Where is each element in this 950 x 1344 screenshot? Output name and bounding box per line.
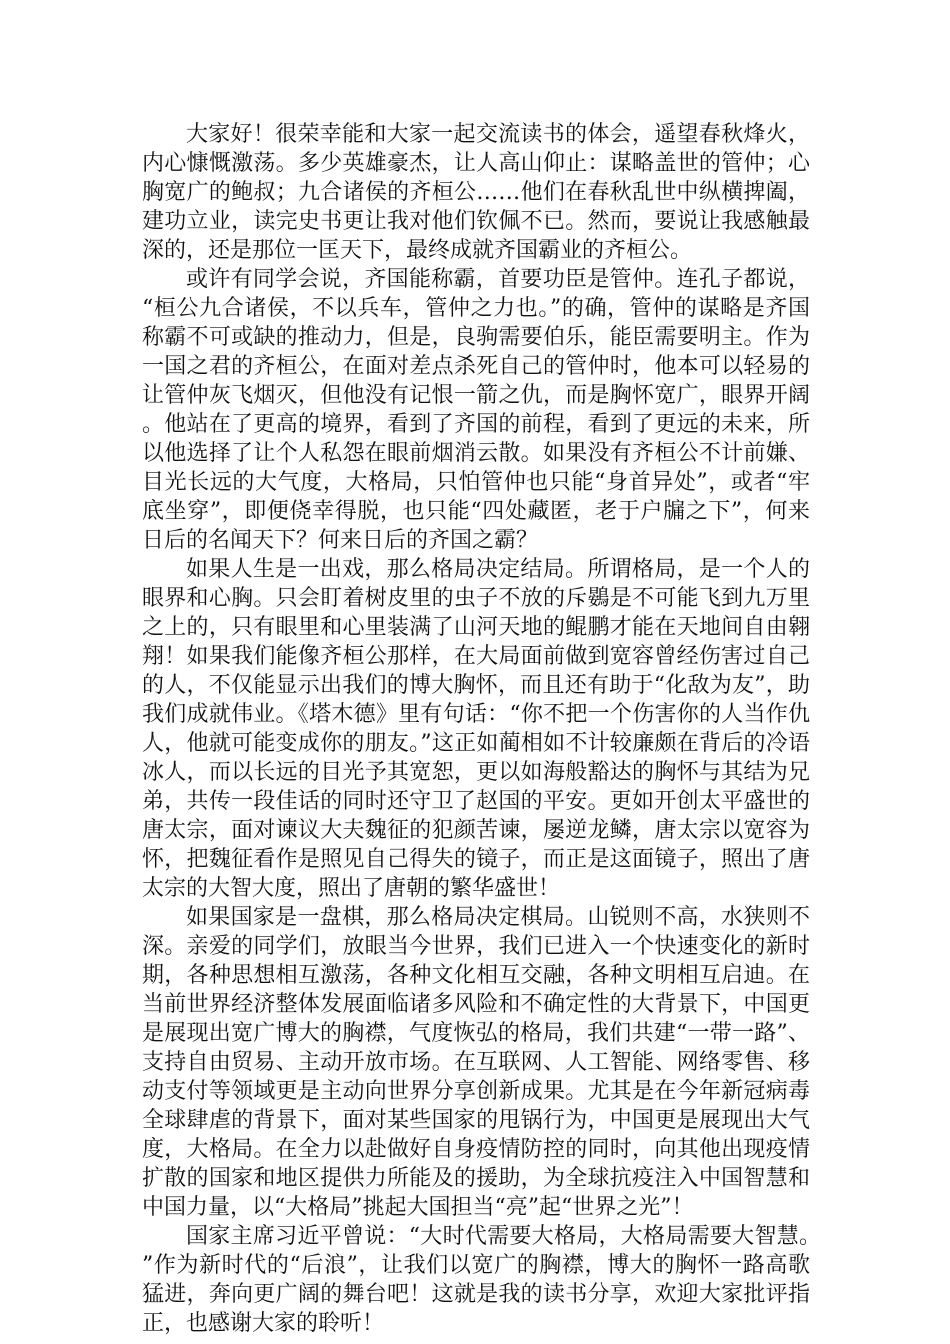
- document-body: [142, 120, 810, 1338]
- paragraph-5: 国家主席习近平曾说：“大时代需要大格局，大格局需要大智慧。”作为新时代的“后浪”，让我们以宽广的胸襟，博大的胸怀一路高歌猛进，奔向更广阔的舞台吧！这就是我的读书分享，欢迎大家批评指正，也感谢大家的聆听！: [142, 1224, 810, 1336]
- paragraph-3: 如果人生是一出戏，那么格局决定结局。所谓格局，是一个人的眼界和心胸。只会盯着树皮里的虫子不放的斥鷃是不可能飞到九万里之上的，只有眼里和心里装满了山河天地的鲲鹏才能在天地间自由翱翔！如果我们能像齐桓公那样，在大局面前做到宽容曾经伤害过自己的人，不仅能显示出我们的博大胸怀，而且还有助于“化敌为友”，助我们成就伟业。《塔木德》里有句话：“你不把一个伤害你的人当作仇人，他就可能变成你的朋友。”这正如蔺相如不计较廉颇在背后的冷语冰人，而以长远的目光予其宽恕，更以如海般豁达的胸怀与其结为兄弟，共传一段佳话的同时还守卫了赵国的平安。更如开创太平盛世的唐太宗，面对谏议大夫魏征的犯颜苦谏，屡逆龙鳞，唐太宗以宽容为怀，把魏征看作是照见自己得失的镜子，而正是这面镜子，照出了唐太宗的大智大度，照出了唐朝的繁华盛世！: [142, 557, 810, 901]
- paragraph-1: 大家好！很荣幸能和大家一起交流读书的体会，遥望春秋烽火，内心慷慨激荡。多少英雄豪杰，让人高山仰止：谋略盖世的管仲；心胸宽广的鲍叔；九合诸侯的齐桓公……他们在春秋乱世中纵横捭阖，建功立业，读完史书更让我对他们钦佩不已。然而，要说让我感触最深的，还是那位一匡天下，最终成就齐国霸业的齐桓公。: [142, 122, 810, 263]
- paragraph-2: 或许有同学会说，齐国能称霸，首要功臣是管仲。连孔子都说，“桓公九合诸侯，不以兵车，管仲之力也。”的确，管仲的谋略是齐国称霸不可或缺的推动力，但是，良驹需要伯乐，能臣需要明主。作为一国之君的齐桓公，在面对差点杀死自己的管仲时，他本可以轻易的让管仲灰飞烟灭，但他没有记恨一箭之仇，而是胸怀宽广，眼界开阔。他站在了更高的境界，看到了齐国的前程，看到了更远的未来，所以他选择了让个人私怨在眼前烟消云散。如果没有齐桓公不计前嫌、目光长远的大气度，大格局，只怕管仲也只能“身首异处”，或者“牢底坐穿”，即便侥幸得脱，也只能“四处藏匿，老于户牖之下”，何来日后的名闻天下？何来日后的齐国之霸？: [142, 267, 810, 553]
- paragraph-4: 如果国家是一盘棋，那么格局决定棋局。山锐则不高，水狭则不深。亲爱的同学们，放眼当今世界，我们已进入一个快速变化的新时期，各种思想相互激荡，各种文化相互交融，各种文明相互启迪。在当前世界经济整体发展面临诸多风险和不确定性的大背景下，中国更是展现出宽广博大的胸襟，气度恢弘的格局，我们共建“一带一路”、支持自由贸易、主动开放市场。在互联网、人工智能、网络零售、移动支付等领域更是主动向世界分享创新成果。尤其是在今年新冠病毒全球肆虐的背景下，面对某些国家的甩锅行为，中国更是展现出大气度，大格局。在全力以赴做好自身疫情防控的同时，向其他出现疫情扩散的国家和地区提供力所能及的援助，为全球抗疫注入中国智慧和中国力量，以“大格局”挑起大国担当“亮”起“世界之光”！: [142, 905, 810, 1220]
